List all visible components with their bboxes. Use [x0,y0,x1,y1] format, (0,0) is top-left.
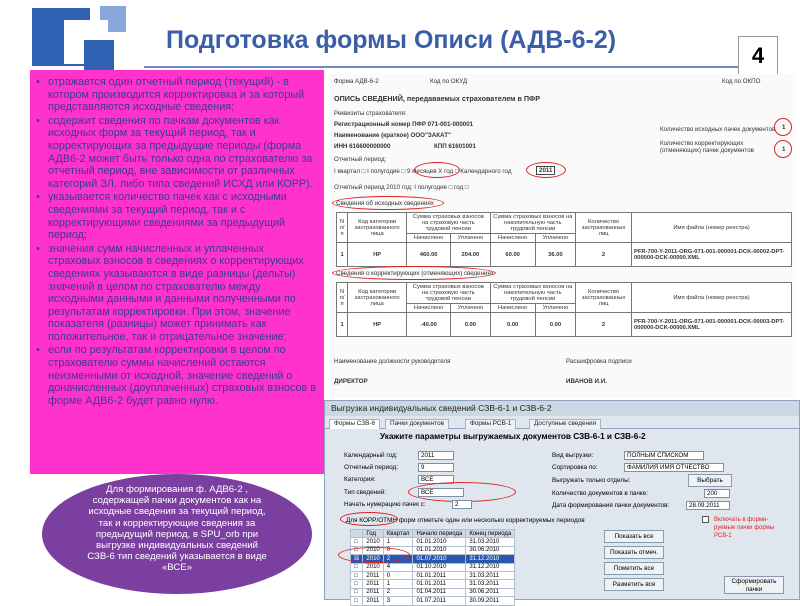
slide-title: Подготовка формы Описи (АДВ-6-2) [166,26,617,54]
dialog-title: Выгрузка индивидуальных сведений СЗВ-6-1 и СЗВ-6-2 [325,401,799,416]
period-row[interactable]: □ 2011 1 01.01.2011 31.03.2011 [351,580,515,588]
sort-label: Сортировка по: [552,464,598,471]
tab-packets[interactable]: Пачки документов [385,419,449,429]
cell: 0.00 [535,313,575,337]
period-row: I квартал □ I полугодие □ 9 месяцев X год □ Календарного год [334,168,512,175]
note-ellipse: Для формирования ф. АДВ6-2 , содержащей пачки документов как на исходные сведения за текущий период, так и корректирующие сведения за предыдущий период, в SPU_orb при выгрузке индивидуальных сведений СЗВ-6 тип сведений указывается в виде «ВСЕ» [42,474,312,594]
original-table [336,212,792,267]
cell: НР [348,313,407,337]
cell: 2 [576,243,632,267]
cell: PFR-700-Y-2011-ORG-071-001-000001-DCK-00003-DPT-000000-DCK-00000.XML [632,313,792,337]
th-cat: Код категории застрахованного лица [348,283,407,313]
period-row[interactable]: □ 2010 4 01.10.2010 31.12.2010 [351,563,515,571]
sort-select[interactable]: ФАМИЛИЯ ИМЯ ОТЧЕСТВО [624,463,724,472]
count-corr-label: Количество корректирующих (отменяющих) пачек документов [660,140,754,154]
okpo-label: Код по ОКПО [722,78,761,85]
th-cnt: Количество застрахованных лиц [576,213,632,243]
period-row[interactable]: □ 2010 0 01.01.2010 30.06.2010 [351,546,515,554]
start-label: Начать нумерацию пачек с: [344,501,426,508]
req-label: Реквизиты страхователя: [334,110,407,117]
tab-rsv1[interactable]: Формы РСВ-1 [465,419,516,429]
year-select[interactable]: 2011 [418,451,454,460]
th-cnt: Количество застрахованных лиц [576,283,632,313]
section-original: Сведения об исходных сведениях [336,200,434,207]
signature-label: Расшифровка подписи [566,358,632,365]
th-acc: Сумма страховых взносов на накопительную часть трудовой пенсии [490,213,576,234]
cell: 1 [337,243,348,267]
slide-number: 4 [738,36,778,76]
bullet-item: • указывается количество пачек как с исходными сведениями за текущий период, так и с корректирующими сведениями за предыдущий период; [36,191,316,241]
period-label: Отчетный период: [334,156,387,163]
period-label: Отчетный период: [344,464,399,471]
highlight-oval [408,482,516,502]
highlight-circle [774,118,792,136]
kind-select[interactable]: ПОЛНЫМ СПИСКОМ [624,451,704,460]
date-input[interactable]: 28.09.2011 [686,501,730,510]
th-ins: Сумма страховых взносов на страховую часть трудовой пенсии [407,213,490,234]
col-end: Конец периода [466,530,515,538]
col-start: Начало периода [413,530,466,538]
category-label: Категория: [344,476,376,483]
highlight-oval [414,162,460,178]
cell: 60.00 [490,243,535,267]
th-sub: Начислено [407,304,451,313]
cell: 0.00 [451,313,490,337]
start-input[interactable]: 2 [452,500,472,509]
type-label: Тип сведений: [344,489,387,496]
highlight-oval [340,512,398,526]
date-label: Дата формирования пачки документов: [552,502,670,509]
form-document [330,74,796,398]
unmark-all-button[interactable]: Разметить все [604,578,664,591]
rsv-checkbox[interactable] [702,516,709,523]
title-underline [144,66,764,68]
th-acc: Сумма страховых взносов на накопительную часть трудовой пенсии [490,283,576,304]
th-no: N п/п [337,213,348,243]
mark-all-button[interactable]: Пометить все [604,562,664,575]
cell: 1 [337,313,348,337]
highlight-oval [526,162,566,178]
cell: 204.00 [451,243,490,267]
doc-heading: ОПИСЬ СВЕДЕНИЙ, передаваемых страхователем в ПФР [334,94,540,103]
okud-label: Код по ОКУД [430,78,468,85]
th-file: Имя файла (номер реестра) [632,213,792,243]
highlight-oval [338,547,410,563]
period-row-selected[interactable]: ☒ 2010 2 01.07.2010 31.12.2010 [351,555,515,563]
period-2010: Отчетный период 2010 год: I полугодие □ год □ [334,184,469,191]
col-quarter: Квартал [383,530,413,538]
th-cat: Код категории застрахованного лица [348,213,407,243]
bullet-item: • значения сумм начисленных и уплаченных страховых взносов в сведениях о корректирующих сведениях указываются в виде разницы (дельты) значений в целом по страхователю между исходными данными и данными полученными по результатам корректировки. При этом, значение показателя (разницы) может принимать как положительное, так и отрицательное значение; [36,243,316,344]
rsv-hint: Включать в форми-руемые пачки формы РСВ-1 [714,517,775,539]
build-packets-button[interactable]: Сформировать пачки [724,576,784,594]
th-sub: Начислено [407,234,451,243]
form-label: Форма АДВ-6-2 [334,78,379,85]
col-check [351,530,363,538]
period-row[interactable]: □ 2011 3 01.07.2011 30.09.2011 [351,597,515,605]
cell: НР [348,243,407,267]
count-orig-value: 1 [782,124,786,131]
col-year: Год [363,530,383,538]
cell: -40.00 [407,313,451,337]
type-select[interactable]: ВСЕ [418,488,464,497]
count-orig-label: Количество исходных пачек документов [660,126,776,133]
show-marked-button[interactable]: Показать отмеч. [604,546,664,559]
th-sub: Начислено [490,304,535,313]
dialog-tabs [325,417,799,429]
corr-table [336,282,792,337]
th-sub: Уплачено [451,234,490,243]
highlight-oval [332,196,444,210]
signer-value: ИВАНОВ И.И. [566,378,607,385]
th-sub: Уплачено [535,304,575,313]
year-value: 2011 [536,166,555,175]
corr-periods-label: Для КОРР/ОТМН форм отметьте один или несколько корректируемых периодов [346,517,585,524]
cell: 36.00 [535,243,575,267]
bullet-item: • если по результатам корректировки в целом по страхователю суммы начислений остаются неизменными от исходной, значение сведений о доначисленных (доуплаченных) страховых взносов в форме АДВ6-2 будет равно нулю. [36,344,316,407]
count-corr-value: 1 [782,146,786,153]
section-corr: Сведения о корректирующих (отменяющих) сведениях [336,270,494,277]
tab-szv6[interactable]: Формы СЗВ-6 [329,419,380,429]
bullet-item: • содержит сведения по пачкам документов как исходных форм за текущий период, так и корректирующих за предыдущие периоды (форма АДВ6-2 может быть только одна по страхователю за отчетный период, вне зависимости от различных категорий ЗЛ, либо типа сведений ИСХД или КОРР). [36,115,316,191]
periods-table [350,529,515,606]
org-name: Наименование (краткое) ООО"ЗАКАТ" [334,132,451,139]
count-label: Количество документов в пачке: [552,490,648,497]
category-select[interactable]: ВСЕ [418,475,454,484]
th-no: N п/п [337,283,348,313]
highlight-oval [332,266,496,280]
position-label: Наименование должности руководителя [334,358,451,365]
dialog-heading: Укажите параметры выгружаемых документов СЗВ-6-1 и СЗВ-6-2 [380,432,646,441]
cell: 460.00 [407,243,451,267]
reg-number: Регистрационный номер ПФР 071-001-000001 [334,121,474,128]
bullet-item: • отражается один отчетный период (текущий) - в котором производится корректировка и за который представляются исходные сведения; [36,76,316,114]
kpp-value: КПП 61601001 [434,143,476,150]
logo-square-small [84,40,114,70]
highlight-circle [774,140,792,158]
cell: 0.00 [490,313,535,337]
inn-value: ИНН 616600000000 [334,143,391,150]
choose-button[interactable]: Выбрать [688,474,732,487]
th-sub: Уплачено [535,234,575,243]
period-row[interactable]: □ 2011 2 01.04.2011 30.06.2011 [351,588,515,596]
th-ins: Сумма страховых взносов на страховую часть трудовой пенсии [407,283,490,304]
show-all-button[interactable]: Показать все [604,530,664,543]
period-select[interactable]: 9 [418,463,454,472]
period-row[interactable]: □ 2011 0 01.01.2011 31.03.2011 [351,571,515,579]
th-sub: Начислено [490,234,535,243]
cell: PFR-700-Y-2011-ORG-071-001-000001-DCK-00002-DPT-000000-DCK-00000.XML [632,243,792,267]
cell: 2 [576,313,632,337]
year-label: Календарный год: [344,452,398,459]
bullet-panel [30,70,324,474]
th-file: Имя файла (номер реестра) [632,283,792,313]
kind-label: Вид выгрузки: [552,452,594,459]
director-value: ДИРЕКТОР [334,378,368,385]
only-label: Выгружать только отделы: [552,477,631,484]
tab-available[interactable]: Доступные сведения [529,419,601,429]
period-row[interactable]: □ 2010 1 01.01.2010 31.03.2010 [351,538,515,546]
count-input[interactable]: 200 [704,489,730,498]
th-sub: Уплачено [451,304,490,313]
